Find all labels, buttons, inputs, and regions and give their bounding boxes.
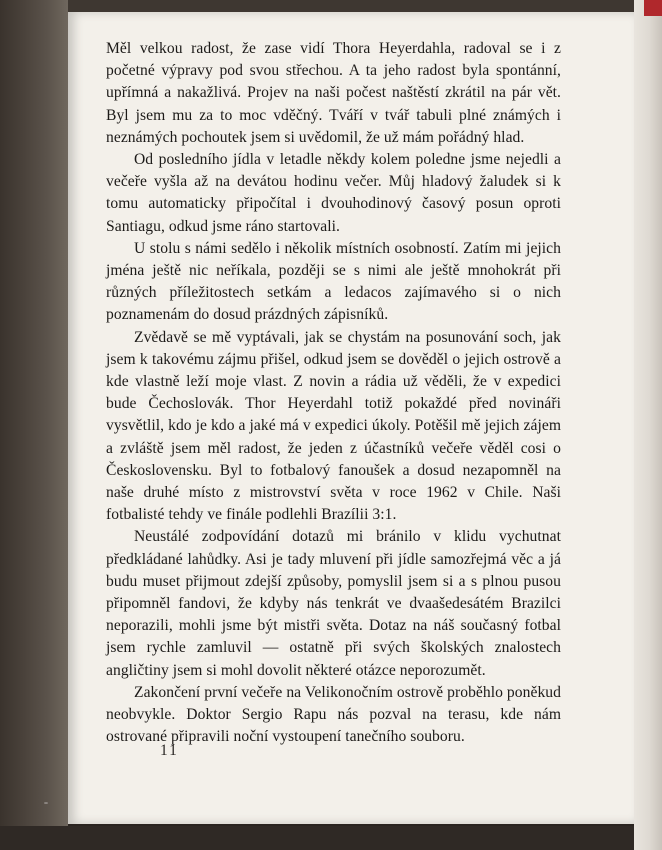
page-number: 11 xyxy=(160,742,179,759)
paragraph-1: Měl velkou radost, že zase vidí Thora Heyerdahla, radoval se i z početné výpravy pod svou střechou. A ta jeho radost byla spontánní, upřímná a nakažlivá. Projev na naši počest naštěstí zkrátil na pár vět. Byl jsem mu za to moc vděčný. Tváří v tvář tabuli plné známých i neznámých pochoutek jsem si uvědomil, že už mám pořádný hlad. xyxy=(106,40,561,146)
paragraph-6: Zakončení první večeře na Velikonočním ostrově proběhlo poněkud neobvykle. Doktor Sergio Rapu nás pozval na terasu, kde nám ostrované připravili noční vystoupení tanečního souboru. xyxy=(106,683,561,746)
paragraph-2: Od posledního jídla v letadle někdy kolem poledne jsme nejedli a večeře vyšla až na devátou hodinu večer. Můj hladový žaludek si k tomu automaticky připočítal i dvouhodinový časový posun oproti Santiagu, odkud jsme ráno startovali. xyxy=(106,151,561,235)
bookmark-tab xyxy=(644,0,662,16)
page-edge-right xyxy=(634,0,662,850)
paragraph-3: U stolu s námi sedělo i několik místních osobností. Zatím mi jejich jména ještě nic neříkala, později se s nimi ale ještě mnohokrát při různých příležitostech setkám a ledacos zajímavého si o nich poznamenám do dosud prázdných zápisníků. xyxy=(106,239,561,324)
dust-speck xyxy=(44,802,48,804)
body-text xyxy=(106,38,561,749)
paragraph-5: Neustálé zodpovídání dotazů mi bránilo v klidu vychutnat předkládané lahůdky. Asi je tady mluvení při jídle samozřejmá věc a já budu muset přijmout zdejší způsoby, pomyslil jsem si a s plnou pusou připomněl fandovi, že kdyby nás tenkrát ve dvaašedesátém Brazilci neporazili, mohli jsme být mistři světa. Dotaz na náš současný fotbal jsem rychle zamluvil — ostatně při svých školských znalostech angličtiny jsem si mohl dovolit některé otázce neporozumět. xyxy=(106,528,561,679)
scan-background-left xyxy=(0,0,68,850)
paragraph-4: Zvědavě se mě vyptávali, jak se chystám na posunování soch, jak jsem k takovému zájmu přišel, odkud jsem se dověděl o jejich ostrově a kde vlastně leží moje vlast. Z novin a rádia už věděli, že v expedici bude Čechoslovák. Thor Heyerdahl totiž pokaždé před novináři vysvětlil, kdo je kdo a jaké má v expedici úkoly. Potěšil mě jejich zájem a zvláště jsem měl radost, že jeden z účastníků večeře věděl cosi o Československu. Byl to fotbalový fanoušek a dosud nezapomněl na naše druhé místo z mistrovství světa v roce 1962 v Chile. Naši fotbalisté tehdy ve finále podlehli Brazílii 3:1. xyxy=(106,328,561,524)
scan-background-bottom xyxy=(0,826,662,850)
